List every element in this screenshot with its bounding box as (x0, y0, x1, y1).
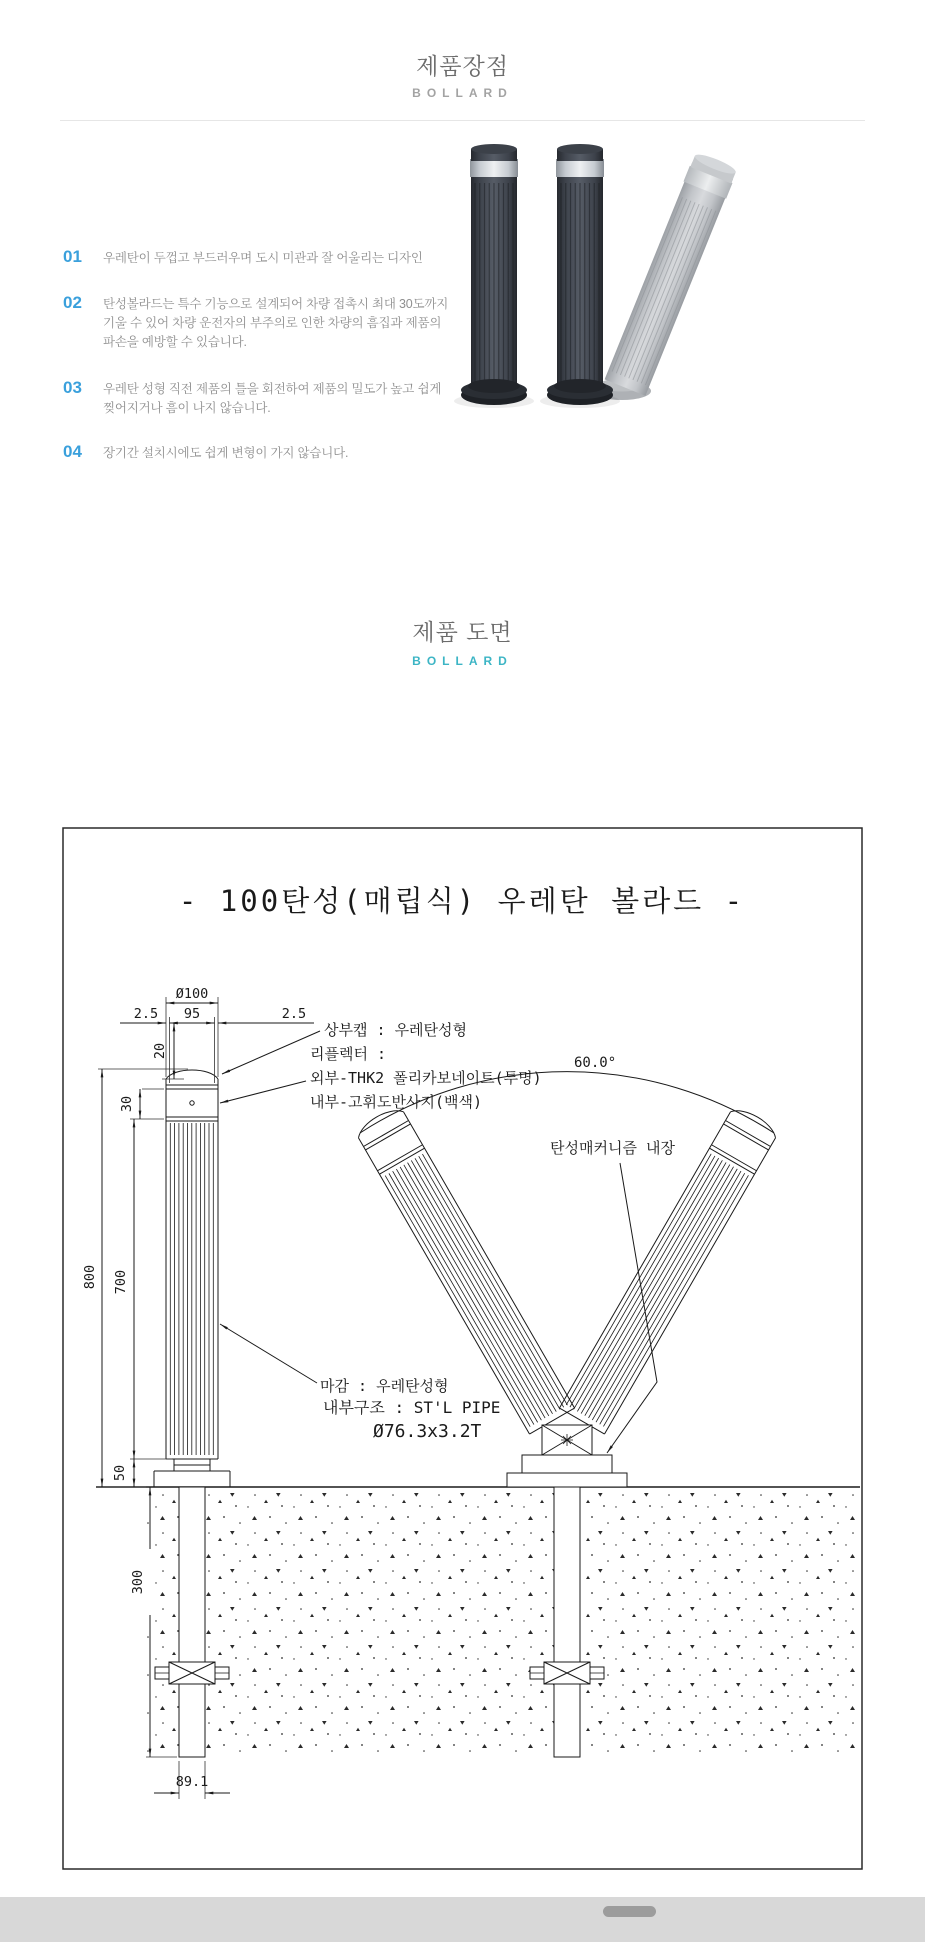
advantage-text: 장기간 설치시에도 쉽게 변형이 가지 않습니다. (103, 446, 349, 460)
upright-bollard (454, 144, 534, 408)
dim-95: 95 (183, 1006, 201, 1022)
dim-2-5-right: 2.5 (281, 1006, 307, 1022)
section-divider (60, 120, 865, 121)
tilted-bollard (604, 151, 739, 396)
dim-30: 30 (119, 1095, 135, 1113)
advantage-item (63, 293, 471, 351)
advantage-number: 02 (63, 293, 82, 312)
drawing-subtitle: BOLLARD (412, 654, 513, 668)
label-pipe-size: Ø76.3x3.2T (373, 1421, 482, 1442)
label-reflector: 리플렉터 : (310, 1045, 387, 1063)
footer-bar (0, 1897, 925, 1942)
label-angle: 60.0° (574, 1055, 617, 1071)
advantage-number: 04 (63, 442, 82, 461)
label-inner-structure: 내부구조 : ST'L PIPE (323, 1398, 501, 1417)
scrollbar-handle[interactable] (603, 1906, 656, 1917)
dim-50: 50 (112, 1464, 128, 1482)
dim-300: 300 (130, 1569, 146, 1595)
technical-drawing (62, 827, 863, 1870)
advantage-item (63, 378, 471, 418)
label-mechanism: 탄성매커니즘 내장 (550, 1139, 675, 1157)
label-reflector-outer: 외부-THK2 폴리카보네이트(투명) (310, 1069, 542, 1087)
label-top-cap: 상부캡 : 우레탄성형 (324, 1021, 468, 1039)
advantage-text: 우레탄이 두껍고 부드러우며 도시 미관과 잘 어울리는 디자인 (103, 251, 423, 265)
advantage-number: 03 (63, 378, 82, 397)
dim-2-5-left: 2.5 (133, 1006, 159, 1022)
dim-800: 800 (82, 1264, 98, 1290)
drawing-title: 제품 도면 (412, 619, 513, 645)
drawing-caption: - 100탄성(매립식) 우레탄 볼라드 - (178, 884, 746, 918)
product-photo (440, 133, 740, 425)
dim-89-1: 89.1 (175, 1774, 209, 1790)
advantages-title: 제품장점 (416, 53, 509, 79)
dim-700: 700 (113, 1269, 129, 1295)
advantage-text: 탄성볼라드는 특수 기능으로 설계되어 차량 접촉시 최대 30도까지 기울 수 있어 차량 운전자의 부주의로 인한 차량의 흠집과 제품의 파손을 예방할 수 있습니다. (103, 297, 449, 349)
label-finish: 마감 : 우레탄성형 (320, 1377, 449, 1395)
label-reflector-inner: 내부-고휘도반사지(백색) (310, 1093, 482, 1111)
advantages-subtitle: BOLLARD (412, 86, 513, 100)
upright-bollard (540, 144, 620, 408)
advantage-item (63, 247, 471, 268)
ground-hatch (146, 1489, 857, 1755)
advantage-text: 우레탄 성형 직전 제품의 틀을 회전하여 제품의 밀도가 높고 쉽게 찢어지거나 흠이 나지 않습니다. (103, 382, 442, 415)
advantage-number: 01 (63, 247, 82, 266)
advantage-item (63, 442, 471, 463)
dim-20: 20 (152, 1042, 168, 1060)
dim-diameter: Ø100 (175, 986, 209, 1002)
